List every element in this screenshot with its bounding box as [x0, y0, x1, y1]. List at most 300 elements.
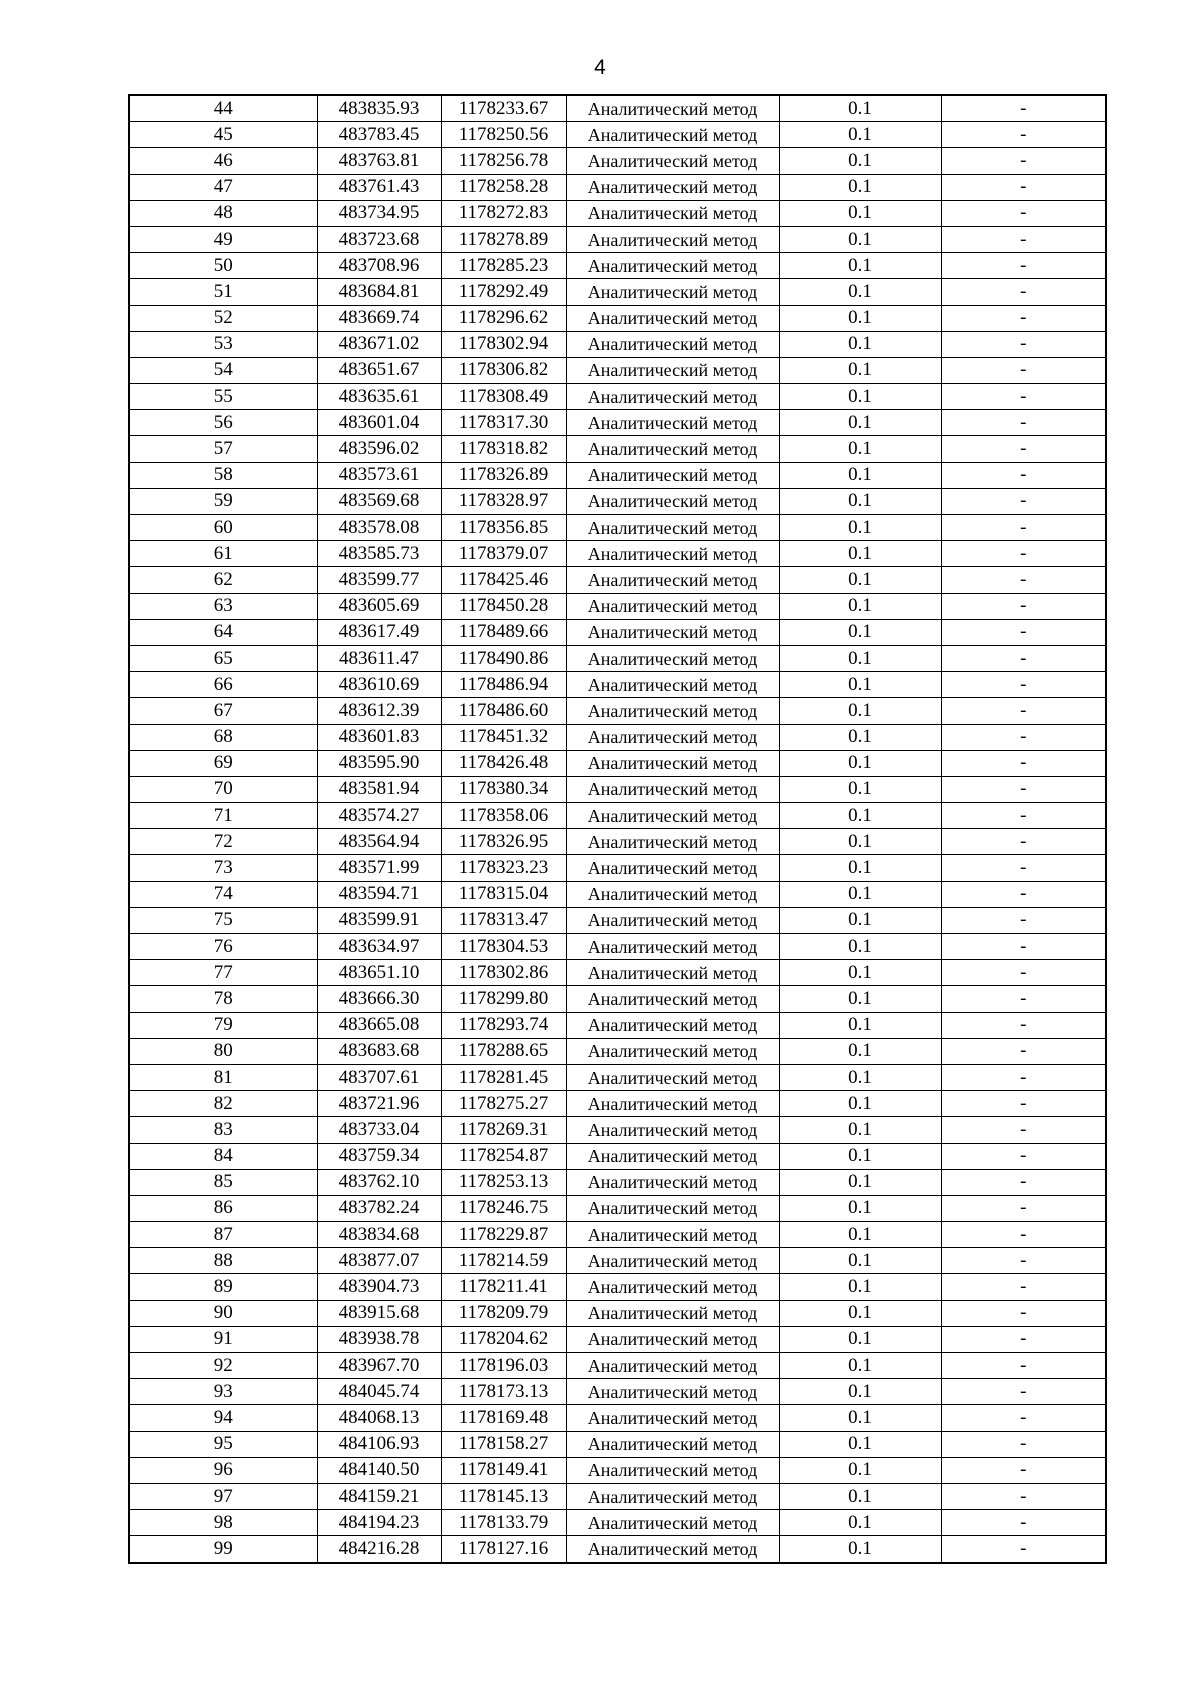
- precision-cell: 0.1: [779, 855, 941, 881]
- point-number-cell: 45: [129, 122, 317, 148]
- description-cell: -: [941, 1064, 1106, 1090]
- description-cell: -: [941, 907, 1106, 933]
- point-number-cell: 46: [129, 148, 317, 174]
- table-row: [129, 803, 1106, 829]
- method-cell: Аналитический метод: [566, 698, 779, 724]
- description-cell: -: [941, 1143, 1106, 1169]
- description-cell: -: [941, 986, 1106, 1012]
- y-coordinate-cell: 1178426.48: [441, 750, 566, 776]
- point-number-cell: 78: [129, 986, 317, 1012]
- y-coordinate-cell: 1178293.74: [441, 1012, 566, 1038]
- x-coordinate-cell: 483651.10: [317, 960, 441, 986]
- x-coordinate-cell: 483669.74: [317, 305, 441, 331]
- precision-cell: 0.1: [779, 960, 941, 986]
- point-number-cell: 77: [129, 960, 317, 986]
- precision-cell: 0.1: [779, 645, 941, 671]
- precision-cell: 0.1: [779, 174, 941, 200]
- point-number-cell: 66: [129, 672, 317, 698]
- description-cell: -: [941, 1326, 1106, 1352]
- y-coordinate-cell: 1178486.94: [441, 672, 566, 698]
- table-row: [129, 1379, 1106, 1405]
- description-cell: -: [941, 1379, 1106, 1405]
- description-cell: -: [941, 1431, 1106, 1457]
- point-number-cell: 83: [129, 1117, 317, 1143]
- table-row: [129, 724, 1106, 750]
- table-row: [129, 122, 1106, 148]
- y-coordinate-cell: 1178250.56: [441, 122, 566, 148]
- precision-cell: 0.1: [779, 698, 941, 724]
- x-coordinate-cell: 483635.61: [317, 384, 441, 410]
- y-coordinate-cell: 1178380.34: [441, 776, 566, 802]
- x-coordinate-cell: 484159.21: [317, 1483, 441, 1509]
- point-number-cell: 98: [129, 1510, 317, 1536]
- description-cell: -: [941, 829, 1106, 855]
- x-coordinate-cell: 483763.81: [317, 148, 441, 174]
- y-coordinate-cell: 1178358.06: [441, 803, 566, 829]
- precision-cell: 0.1: [779, 776, 941, 802]
- method-cell: Аналитический метод: [566, 1536, 779, 1563]
- precision-cell: 0.1: [779, 279, 941, 305]
- method-cell: Аналитический метод: [566, 645, 779, 671]
- description-cell: -: [941, 1038, 1106, 1064]
- precision-cell: 0.1: [779, 1431, 941, 1457]
- precision-cell: 0.1: [779, 803, 941, 829]
- description-cell: -: [941, 1510, 1106, 1536]
- table-row: [129, 436, 1106, 462]
- method-cell: Аналитический метод: [566, 593, 779, 619]
- x-coordinate-cell: 483594.71: [317, 881, 441, 907]
- x-coordinate-cell: 483610.69: [317, 672, 441, 698]
- description-cell: -: [941, 1536, 1106, 1563]
- y-coordinate-cell: 1178302.94: [441, 331, 566, 357]
- description-cell: -: [941, 95, 1106, 122]
- table-row: [129, 1457, 1106, 1483]
- precision-cell: 0.1: [779, 148, 941, 174]
- method-cell: Аналитический метод: [566, 1117, 779, 1143]
- table-row: [129, 488, 1106, 514]
- y-coordinate-cell: 1178269.31: [441, 1117, 566, 1143]
- x-coordinate-cell: 483759.34: [317, 1143, 441, 1169]
- x-coordinate-cell: 483612.39: [317, 698, 441, 724]
- method-cell: Аналитический метод: [566, 1326, 779, 1352]
- x-coordinate-cell: 483581.94: [317, 776, 441, 802]
- point-number-cell: 67: [129, 698, 317, 724]
- y-coordinate-cell: 1178233.67: [441, 95, 566, 122]
- point-number-cell: 62: [129, 567, 317, 593]
- x-coordinate-cell: 483834.68: [317, 1222, 441, 1248]
- y-coordinate-cell: 1178204.62: [441, 1326, 566, 1352]
- point-number-cell: 48: [129, 200, 317, 226]
- description-cell: -: [941, 488, 1106, 514]
- table-row: [129, 567, 1106, 593]
- precision-cell: 0.1: [779, 1064, 941, 1090]
- point-number-cell: 97: [129, 1483, 317, 1509]
- description-cell: -: [941, 541, 1106, 567]
- point-number-cell: 94: [129, 1405, 317, 1431]
- method-cell: Аналитический метод: [566, 1405, 779, 1431]
- precision-cell: 0.1: [779, 253, 941, 279]
- y-coordinate-cell: 1178253.13: [441, 1169, 566, 1195]
- description-cell: -: [941, 253, 1106, 279]
- point-number-cell: 49: [129, 226, 317, 252]
- method-cell: Аналитический метод: [566, 855, 779, 881]
- y-coordinate-cell: 1178169.48: [441, 1405, 566, 1431]
- y-coordinate-cell: 1178326.89: [441, 462, 566, 488]
- precision-cell: 0.1: [779, 357, 941, 383]
- point-number-cell: 55: [129, 384, 317, 410]
- precision-cell: 0.1: [779, 1379, 941, 1405]
- method-cell: Аналитический метод: [566, 279, 779, 305]
- description-cell: -: [941, 593, 1106, 619]
- point-number-cell: 75: [129, 907, 317, 933]
- precision-cell: 0.1: [779, 593, 941, 619]
- point-number-cell: 52: [129, 305, 317, 331]
- x-coordinate-cell: 484106.93: [317, 1431, 441, 1457]
- table-row: [129, 1038, 1106, 1064]
- x-coordinate-cell: 483683.68: [317, 1038, 441, 1064]
- precision-cell: 0.1: [779, 122, 941, 148]
- precision-cell: 0.1: [779, 1222, 941, 1248]
- table-row: [129, 855, 1106, 881]
- x-coordinate-cell: 483634.97: [317, 934, 441, 960]
- table-row: [129, 829, 1106, 855]
- description-cell: -: [941, 934, 1106, 960]
- description-cell: -: [941, 410, 1106, 436]
- description-cell: -: [941, 1117, 1106, 1143]
- x-coordinate-cell: 483684.81: [317, 279, 441, 305]
- precision-cell: 0.1: [779, 934, 941, 960]
- method-cell: Аналитический метод: [566, 1431, 779, 1457]
- precision-cell: 0.1: [779, 1038, 941, 1064]
- table-row: [129, 174, 1106, 200]
- x-coordinate-cell: 483611.47: [317, 645, 441, 671]
- table-row: [129, 1431, 1106, 1457]
- precision-cell: 0.1: [779, 724, 941, 750]
- table-row: [129, 253, 1106, 279]
- table-row: [129, 410, 1106, 436]
- x-coordinate-cell: 483599.77: [317, 567, 441, 593]
- precision-cell: 0.1: [779, 881, 941, 907]
- precision-cell: 0.1: [779, 1117, 941, 1143]
- point-number-cell: 56: [129, 410, 317, 436]
- table-row: [129, 148, 1106, 174]
- x-coordinate-cell: 483734.95: [317, 200, 441, 226]
- table-row: [129, 907, 1106, 933]
- y-coordinate-cell: 1178158.27: [441, 1431, 566, 1457]
- method-cell: Аналитический метод: [566, 907, 779, 933]
- method-cell: Аналитический метод: [566, 1169, 779, 1195]
- y-coordinate-cell: 1178278.89: [441, 226, 566, 252]
- x-coordinate-cell: 483782.24: [317, 1195, 441, 1221]
- method-cell: Аналитический метод: [566, 1064, 779, 1090]
- description-cell: -: [941, 619, 1106, 645]
- y-coordinate-cell: 1178356.85: [441, 515, 566, 541]
- description-cell: -: [941, 515, 1106, 541]
- method-cell: Аналитический метод: [566, 776, 779, 802]
- description-cell: -: [941, 436, 1106, 462]
- description-cell: -: [941, 331, 1106, 357]
- precision-cell: 0.1: [779, 384, 941, 410]
- y-coordinate-cell: 1178214.59: [441, 1248, 566, 1274]
- x-coordinate-cell: 484194.23: [317, 1510, 441, 1536]
- y-coordinate-cell: 1178304.53: [441, 934, 566, 960]
- point-number-cell: 92: [129, 1353, 317, 1379]
- x-coordinate-cell: 483573.61: [317, 462, 441, 488]
- table-row: [129, 331, 1106, 357]
- method-cell: Аналитический метод: [566, 1300, 779, 1326]
- x-coordinate-cell: 483585.73: [317, 541, 441, 567]
- precision-cell: 0.1: [779, 1274, 941, 1300]
- description-cell: -: [941, 1353, 1106, 1379]
- point-number-cell: 57: [129, 436, 317, 462]
- table-row: [129, 1169, 1106, 1195]
- method-cell: Аналитический метод: [566, 436, 779, 462]
- method-cell: Аналитический метод: [566, 672, 779, 698]
- method-cell: Аналитический метод: [566, 384, 779, 410]
- table-row: [129, 1274, 1106, 1300]
- y-coordinate-cell: 1178209.79: [441, 1300, 566, 1326]
- y-coordinate-cell: 1178379.07: [441, 541, 566, 567]
- precision-cell: 0.1: [779, 95, 941, 122]
- description-cell: -: [941, 122, 1106, 148]
- table-row: [129, 200, 1106, 226]
- point-number-cell: 73: [129, 855, 317, 881]
- method-cell: Аналитический метод: [566, 253, 779, 279]
- page-number: 4: [594, 56, 606, 79]
- precision-cell: 0.1: [779, 672, 941, 698]
- table-row: [129, 619, 1106, 645]
- precision-cell: 0.1: [779, 515, 941, 541]
- x-coordinate-cell: 483599.91: [317, 907, 441, 933]
- x-coordinate-cell: 483571.99: [317, 855, 441, 881]
- x-coordinate-cell: 483671.02: [317, 331, 441, 357]
- table-row: [129, 1091, 1106, 1117]
- description-cell: -: [941, 1222, 1106, 1248]
- y-coordinate-cell: 1178451.32: [441, 724, 566, 750]
- x-coordinate-cell: 483723.68: [317, 226, 441, 252]
- point-number-cell: 79: [129, 1012, 317, 1038]
- point-number-cell: 65: [129, 645, 317, 671]
- coordinates-table: [128, 94, 1107, 1564]
- description-cell: -: [941, 855, 1106, 881]
- point-number-cell: 47: [129, 174, 317, 200]
- y-coordinate-cell: 1178254.87: [441, 1143, 566, 1169]
- precision-cell: 0.1: [779, 1143, 941, 1169]
- x-coordinate-cell: 483595.90: [317, 750, 441, 776]
- description-cell: -: [941, 567, 1106, 593]
- y-coordinate-cell: 1178489.66: [441, 619, 566, 645]
- description-cell: -: [941, 1195, 1106, 1221]
- x-coordinate-cell: 483601.04: [317, 410, 441, 436]
- y-coordinate-cell: 1178308.49: [441, 384, 566, 410]
- y-coordinate-cell: 1178145.13: [441, 1483, 566, 1509]
- point-number-cell: 82: [129, 1091, 317, 1117]
- method-cell: Аналитический метод: [566, 1457, 779, 1483]
- x-coordinate-cell: 483904.73: [317, 1274, 441, 1300]
- description-cell: -: [941, 148, 1106, 174]
- method-cell: Аналитический метод: [566, 410, 779, 436]
- table-row: [129, 1222, 1106, 1248]
- description-cell: -: [941, 200, 1106, 226]
- point-number-cell: 59: [129, 488, 317, 514]
- y-coordinate-cell: 1178149.41: [441, 1457, 566, 1483]
- x-coordinate-cell: 483762.10: [317, 1169, 441, 1195]
- table-row: [129, 1536, 1106, 1563]
- precision-cell: 0.1: [779, 488, 941, 514]
- method-cell: Аналитический метод: [566, 960, 779, 986]
- description-cell: -: [941, 803, 1106, 829]
- table-row: [129, 384, 1106, 410]
- y-coordinate-cell: 1178490.86: [441, 645, 566, 671]
- x-coordinate-cell: 484140.50: [317, 1457, 441, 1483]
- description-cell: -: [941, 776, 1106, 802]
- method-cell: Аналитический метод: [566, 95, 779, 122]
- precision-cell: 0.1: [779, 1510, 941, 1536]
- precision-cell: 0.1: [779, 1536, 941, 1563]
- table-row: [129, 960, 1106, 986]
- point-number-cell: 60: [129, 515, 317, 541]
- x-coordinate-cell: 483938.78: [317, 1326, 441, 1352]
- y-coordinate-cell: 1178323.23: [441, 855, 566, 881]
- description-cell: -: [941, 384, 1106, 410]
- table-row: [129, 881, 1106, 907]
- description-cell: -: [941, 881, 1106, 907]
- y-coordinate-cell: 1178127.16: [441, 1536, 566, 1563]
- precision-cell: 0.1: [779, 1483, 941, 1509]
- x-coordinate-cell: 483877.07: [317, 1248, 441, 1274]
- precision-cell: 0.1: [779, 541, 941, 567]
- y-coordinate-cell: 1178299.80: [441, 986, 566, 1012]
- x-coordinate-cell: 483569.68: [317, 488, 441, 514]
- method-cell: Аналитический метод: [566, 1379, 779, 1405]
- method-cell: Аналитический метод: [566, 1195, 779, 1221]
- method-cell: Аналитический метод: [566, 1222, 779, 1248]
- x-coordinate-cell: 483564.94: [317, 829, 441, 855]
- method-cell: Аналитический метод: [566, 567, 779, 593]
- x-coordinate-cell: 484216.28: [317, 1536, 441, 1563]
- x-coordinate-cell: 483596.02: [317, 436, 441, 462]
- point-number-cell: 85: [129, 1169, 317, 1195]
- point-number-cell: 88: [129, 1248, 317, 1274]
- method-cell: Аналитический метод: [566, 724, 779, 750]
- x-coordinate-cell: 484068.13: [317, 1405, 441, 1431]
- y-coordinate-cell: 1178256.78: [441, 148, 566, 174]
- point-number-cell: 70: [129, 776, 317, 802]
- point-number-cell: 99: [129, 1536, 317, 1563]
- x-coordinate-cell: 483666.30: [317, 986, 441, 1012]
- point-number-cell: 63: [129, 593, 317, 619]
- table-row: [129, 593, 1106, 619]
- method-cell: Аналитический метод: [566, 462, 779, 488]
- y-coordinate-cell: 1178450.28: [441, 593, 566, 619]
- method-cell: Аналитический метод: [566, 1274, 779, 1300]
- y-coordinate-cell: 1178425.46: [441, 567, 566, 593]
- point-number-cell: 84: [129, 1143, 317, 1169]
- method-cell: Аналитический метод: [566, 541, 779, 567]
- y-coordinate-cell: 1178302.86: [441, 960, 566, 986]
- description-cell: -: [941, 724, 1106, 750]
- y-coordinate-cell: 1178211.41: [441, 1274, 566, 1300]
- precision-cell: 0.1: [779, 1457, 941, 1483]
- method-cell: Аналитический метод: [566, 1143, 779, 1169]
- point-number-cell: 80: [129, 1038, 317, 1064]
- table-row: [129, 357, 1106, 383]
- point-number-cell: 54: [129, 357, 317, 383]
- y-coordinate-cell: 1178313.47: [441, 907, 566, 933]
- point-number-cell: 58: [129, 462, 317, 488]
- method-cell: Аналитический метод: [566, 1353, 779, 1379]
- precision-cell: 0.1: [779, 436, 941, 462]
- y-coordinate-cell: 1178292.49: [441, 279, 566, 305]
- description-cell: -: [941, 462, 1106, 488]
- table-row: [129, 698, 1106, 724]
- precision-cell: 0.1: [779, 462, 941, 488]
- description-cell: -: [941, 672, 1106, 698]
- precision-cell: 0.1: [779, 305, 941, 331]
- y-coordinate-cell: 1178246.75: [441, 1195, 566, 1221]
- point-number-cell: 93: [129, 1379, 317, 1405]
- precision-cell: 0.1: [779, 1091, 941, 1117]
- y-coordinate-cell: 1178296.62: [441, 305, 566, 331]
- table-row: [129, 672, 1106, 698]
- x-coordinate-cell: 484045.74: [317, 1379, 441, 1405]
- description-cell: -: [941, 1012, 1106, 1038]
- x-coordinate-cell: 483835.93: [317, 95, 441, 122]
- description-cell: -: [941, 750, 1106, 776]
- point-number-cell: 71: [129, 803, 317, 829]
- description-cell: -: [941, 1300, 1106, 1326]
- method-cell: Аналитический метод: [566, 331, 779, 357]
- y-coordinate-cell: 1178133.79: [441, 1510, 566, 1536]
- method-cell: Аналитический метод: [566, 803, 779, 829]
- method-cell: Аналитический метод: [566, 148, 779, 174]
- table-row: [129, 1326, 1106, 1352]
- description-cell: -: [941, 357, 1106, 383]
- point-number-cell: 61: [129, 541, 317, 567]
- point-number-cell: 53: [129, 331, 317, 357]
- table-row: [129, 645, 1106, 671]
- point-number-cell: 76: [129, 934, 317, 960]
- method-cell: Аналитический метод: [566, 174, 779, 200]
- y-coordinate-cell: 1178317.30: [441, 410, 566, 436]
- table-row: [129, 1143, 1106, 1169]
- y-coordinate-cell: 1178328.97: [441, 488, 566, 514]
- x-coordinate-cell: 483915.68: [317, 1300, 441, 1326]
- x-coordinate-cell: 483967.70: [317, 1353, 441, 1379]
- point-number-cell: 90: [129, 1300, 317, 1326]
- precision-cell: 0.1: [779, 200, 941, 226]
- method-cell: Аналитический метод: [566, 357, 779, 383]
- precision-cell: 0.1: [779, 331, 941, 357]
- method-cell: Аналитический метод: [566, 934, 779, 960]
- point-number-cell: 91: [129, 1326, 317, 1352]
- method-cell: Аналитический метод: [566, 122, 779, 148]
- y-coordinate-cell: 1178318.82: [441, 436, 566, 462]
- y-coordinate-cell: 1178306.82: [441, 357, 566, 383]
- table-row: [129, 1248, 1106, 1274]
- x-coordinate-cell: 483761.43: [317, 174, 441, 200]
- table-row: [129, 1483, 1106, 1509]
- table-row: [129, 1510, 1106, 1536]
- point-number-cell: 72: [129, 829, 317, 855]
- description-cell: -: [941, 305, 1106, 331]
- description-cell: -: [941, 645, 1106, 671]
- point-number-cell: 86: [129, 1195, 317, 1221]
- table-row: [129, 226, 1106, 252]
- x-coordinate-cell: 483783.45: [317, 122, 441, 148]
- table-row: [129, 934, 1106, 960]
- description-cell: -: [941, 1405, 1106, 1431]
